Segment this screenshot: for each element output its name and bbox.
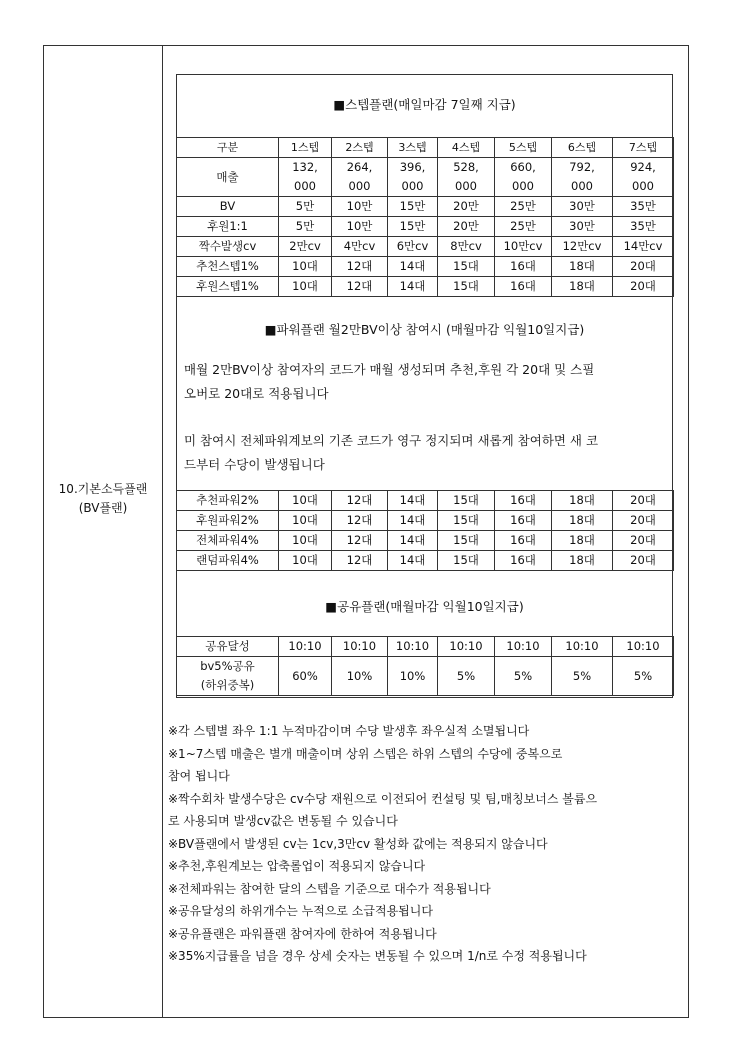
table-cell: 25만 [495, 197, 552, 217]
cell-line: 792, [569, 160, 595, 174]
table-row [177, 531, 674, 551]
cell-line: (하위중복) [200, 678, 255, 692]
table-cell: 15대 [438, 257, 495, 277]
table-cell: 10:10 [279, 637, 332, 657]
table-cell: 14대 [388, 257, 438, 277]
header-cell: 5스텝 [495, 138, 552, 158]
table-cell: 16대 [495, 491, 552, 511]
table-cell: 18대 [552, 531, 613, 551]
table-cell: 14대 [388, 531, 438, 551]
table-cell: 15대 [438, 491, 495, 511]
table-cell: 10:10 [495, 637, 552, 657]
cell-line: 000 [294, 179, 316, 193]
note-line: ※추천,후원계보는 압축롤업이 적용되지 않습니다 [168, 859, 426, 873]
table-cell: 15만 [388, 197, 438, 217]
table-cell: 12대 [332, 511, 388, 531]
table-cell: 10대 [279, 277, 332, 297]
table-cell: 60% [279, 657, 332, 696]
table-cell: 15대 [438, 551, 495, 571]
row-label [44, 480, 162, 518]
note-line: ※BV플랜에서 발생된 cv는 1cv,3만cv 활성화 값에는 적용되지 않습니다 [168, 836, 548, 851]
table-cell: 8만cv [438, 237, 495, 257]
step-plan-rows [177, 197, 674, 297]
table-cell: 12대 [332, 551, 388, 571]
share-plan-rows [177, 637, 674, 657]
row-label-cell: 전체파워4% [177, 531, 279, 551]
table-cell: 14대 [388, 277, 438, 297]
cell-line: 132, [292, 160, 318, 174]
step-plan-table [176, 137, 674, 297]
table-cell: 10% [388, 657, 438, 696]
table-cell: 15대 [438, 277, 495, 297]
table-cell: 14대 [388, 511, 438, 531]
table-cell: 12만cv [552, 237, 613, 257]
cell-line: bv5%공유 [200, 659, 255, 673]
table-cell: 25만 [495, 217, 552, 237]
table-cell: 12대 [332, 531, 388, 551]
table-cell [388, 158, 438, 197]
header-cell: 1스텝 [279, 138, 332, 158]
table-cell: 12대 [332, 491, 388, 511]
table-cell: 2만cv [279, 237, 332, 257]
table-row [177, 217, 674, 237]
note-line: 참여 됩니다 [168, 769, 230, 783]
cell-line: 000 [571, 179, 593, 193]
table-cell: 35만 [613, 217, 674, 237]
table-cell: 16대 [495, 531, 552, 551]
table-cell: 10대 [279, 257, 332, 277]
table-row [177, 237, 674, 257]
table-row [177, 511, 674, 531]
row-label-cell [177, 657, 279, 696]
row-label-line: (BV플랜) [78, 501, 128, 515]
table-row [177, 491, 674, 511]
cell-line: 396, [399, 160, 426, 174]
note-line: ※짝수회차 발생수당은 cv수당 재원으로 이전되어 컨설팅 및 팀,매칭보너스 볼륨으 [168, 791, 598, 806]
table-cell: 20대 [613, 551, 674, 571]
row-label-cell: 후원파워2% [177, 511, 279, 531]
cell-line: 660, [510, 160, 536, 174]
table-cell: 20대 [613, 511, 674, 531]
cell-line: 000 [401, 179, 424, 193]
table-cell: 18대 [552, 257, 613, 277]
table-cell: 10대 [279, 551, 332, 571]
table-cell: 16대 [495, 257, 552, 277]
cell-line: 000 [632, 179, 654, 193]
cell-line: 264, [346, 160, 373, 174]
row-label-cell: 후원스텝1% [177, 277, 279, 297]
table-cell: 20대 [613, 277, 674, 297]
table-cell: 20대 [613, 257, 674, 277]
table-cell: 5% [495, 657, 552, 696]
table-cell [552, 158, 613, 197]
table-row [177, 197, 674, 217]
step-plan-title: ■스텝플랜(매일마감 7일째 지급) [333, 97, 516, 112]
table-cell: 18대 [552, 511, 613, 531]
row-label-cell: 추천스텝1% [177, 257, 279, 277]
note-line: 로 사용되며 발생cv값은 변동될 수 있습니다 [168, 814, 398, 828]
table-row [177, 158, 674, 197]
header-cell: 2스텝 [332, 138, 388, 158]
table-cell: 14만cv [613, 237, 674, 257]
table-cell: 18대 [552, 551, 613, 571]
table-cell: 15대 [438, 531, 495, 551]
table-cell: 20만 [438, 217, 495, 237]
paragraph-line: 오버로 20대로 적용됩니다 [184, 386, 329, 401]
power-plan-title: ■파워플랜 월2만BV이상 참여시 (매월마감 익월10일지급) [264, 322, 585, 337]
table-cell: 5% [438, 657, 495, 696]
table-cell [495, 158, 552, 197]
row-label-cell: 후원1:1 [177, 217, 279, 237]
cell-line: 000 [455, 179, 477, 193]
table-cell: 10만 [332, 217, 388, 237]
share-plan-title: ■공유플랜(매월마감 익월10일지급) [325, 599, 524, 614]
paragraph-line: 매월 2만BV이상 참여자의 코드가 매월 생성되며 추천,후원 각 20대 및 스필 [184, 362, 595, 377]
paragraph-line: 드부터 수당이 발생됩니다 [184, 457, 325, 472]
table-cell [438, 158, 495, 197]
table-row [177, 657, 674, 696]
table-cell: 35만 [613, 197, 674, 217]
notes-list [168, 720, 686, 968]
table-cell: 14대 [388, 551, 438, 571]
table-cell: 30만 [552, 217, 613, 237]
row-label-line: 10.기본소득플랜 [58, 482, 148, 496]
table-cell: 5만 [279, 217, 332, 237]
column-divider [162, 45, 163, 1018]
table-cell: 12대 [332, 277, 388, 297]
table-row [177, 257, 674, 277]
share-plan-table [176, 636, 674, 696]
table-cell: 18대 [552, 491, 613, 511]
table-cell: 10:10 [552, 637, 613, 657]
header-cell: 7스텝 [613, 138, 674, 158]
row-label-cell: 추천파워2% [177, 491, 279, 511]
table-row [177, 138, 674, 158]
row-label-cell: 짝수발생cv [177, 237, 279, 257]
header-cell: 6스텝 [552, 138, 613, 158]
table-cell: 10대 [279, 511, 332, 531]
table-row [177, 551, 674, 571]
header-cell: 3스텝 [388, 138, 438, 158]
table-cell: 16대 [495, 551, 552, 571]
note-line: ※각 스텝별 좌우 1:1 누적마감이며 수당 발생후 좌우실적 소멸됩니다 [168, 724, 530, 738]
note-line: ※전체파워는 참여한 달의 스텝을 기준으로 대수가 적용됩니다 [168, 881, 491, 896]
cell-line: 528, [453, 160, 479, 174]
table-cell [279, 158, 332, 197]
note-line: ※공유달성의 하위개수는 누적으로 소급적용됩니다 [168, 904, 433, 918]
table-cell: 5% [552, 657, 613, 696]
paragraph-line: 미 참여시 전체파워계보의 기존 코드가 영구 정지되며 새롭게 참여하면 새 코 [184, 433, 599, 448]
table-cell: 10:10 [438, 637, 495, 657]
table-cell: 10:10 [388, 637, 438, 657]
note-line: ※공유플랜은 파워플랜 참여자에 한하여 적용됩니다 [168, 926, 437, 941]
table-cell: 5% [613, 657, 674, 696]
table-cell [332, 158, 388, 197]
table-cell: 20만 [438, 197, 495, 217]
table-cell: 10만cv [495, 237, 552, 257]
row-label-cell: 랜덤파워4% [177, 551, 279, 571]
table-cell: 5만 [279, 197, 332, 217]
table-cell: 20대 [613, 491, 674, 511]
row-label-cell: BV [177, 197, 279, 217]
table-row [177, 637, 674, 657]
table-cell: 10% [332, 657, 388, 696]
note-line: ※35%지급률을 넘을 경우 상세 숫자는 변동될 수 있으며 1/n로 수정 적용됩니다 [168, 949, 587, 963]
table-cell: 10만 [332, 197, 388, 217]
header-cell: 구분 [177, 138, 279, 158]
cell-line: 924, [630, 160, 656, 174]
table-cell: 18대 [552, 277, 613, 297]
table-cell: 10대 [279, 491, 332, 511]
table-cell: 10:10 [332, 637, 388, 657]
table-cell: 16대 [495, 277, 552, 297]
table-row [177, 277, 674, 297]
table-cell: 10:10 [613, 637, 674, 657]
table-cell: 10대 [279, 531, 332, 551]
table-cell: 4만cv [332, 237, 388, 257]
power-plan-rows [177, 491, 674, 571]
power-plan-paragraph [184, 358, 668, 406]
table-cell: 6만cv [388, 237, 438, 257]
table-cell: 20대 [613, 531, 674, 551]
note-line: ※1~7스텝 매출은 별개 매출이며 상위 스텝은 하위 스텝의 수당에 중복으로 [168, 746, 563, 761]
table-cell [613, 158, 674, 197]
table-cell: 15대 [438, 511, 495, 531]
power-plan-table [176, 490, 674, 571]
row-label-cell: 공유달성 [177, 637, 279, 657]
table-cell: 15만 [388, 217, 438, 237]
table-cell: 14대 [388, 491, 438, 511]
header-cell: 4스텝 [438, 138, 495, 158]
row-label-cell: 매출 [177, 158, 279, 197]
cell-line: 000 [348, 179, 371, 193]
cell-line: 000 [512, 179, 534, 193]
table-cell: 16대 [495, 511, 552, 531]
power-plan-paragraph [184, 429, 668, 477]
table-cell: 30만 [552, 197, 613, 217]
table-cell: 12대 [332, 257, 388, 277]
